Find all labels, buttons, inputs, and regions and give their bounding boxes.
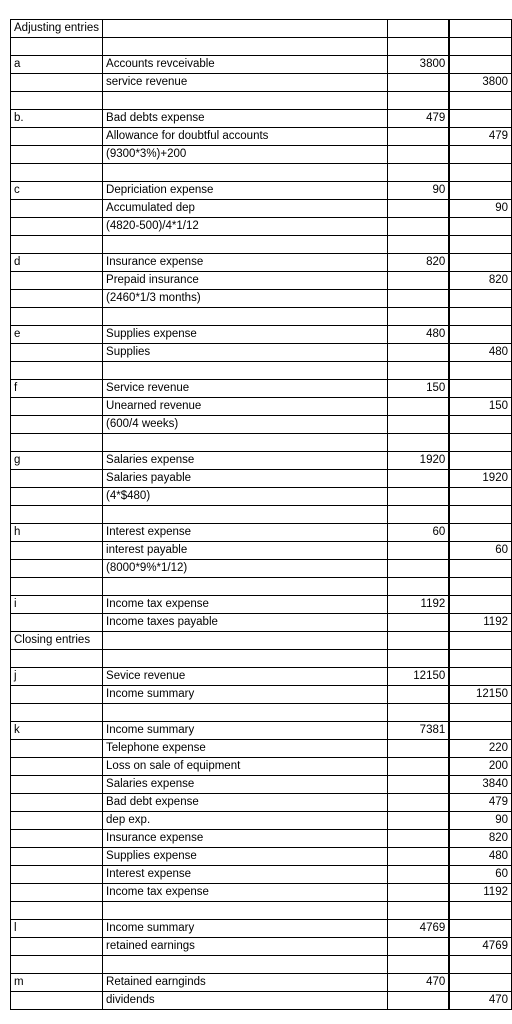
entry-label-cell[interactable] [11,812,103,830]
debit-cell[interactable] [387,308,449,326]
journal-line-row [11,182,512,200]
journal-line-row [11,686,512,704]
debit-amount-cell[interactable]: 60 [387,524,449,542]
credit-amount-cell[interactable] [450,452,512,470]
debit-amount-cell[interactable]: 1192 [387,596,449,614]
journal-line-row [11,812,512,830]
description-cell[interactable] [103,362,388,380]
account-description-cell[interactable]: Supplies expense [103,848,388,866]
journal-entries-table [10,19,512,1010]
journal-line-row [11,416,512,434]
spacer-row [11,362,512,380]
credit-amount-cell[interactable]: 480 [450,344,512,362]
section-title[interactable] [11,20,103,38]
description-cell[interactable] [103,20,388,38]
entry-label-cell[interactable] [11,506,103,524]
journal-line-row [11,254,512,272]
account-description-cell[interactable]: dep exp. [103,812,388,830]
entry-label-cell[interactable] [11,362,103,380]
debit-amount-cell[interactable]: 7381 [387,722,449,740]
debit-cell[interactable] [387,38,449,56]
credit-cell[interactable] [450,92,512,110]
credit-amount-cell[interactable] [450,380,512,398]
entry-label-cell[interactable]: c [11,182,103,200]
credit-cell[interactable] [450,236,512,254]
debit-amount-cell[interactable] [387,398,449,416]
account-description-cell[interactable]: Telephone expense [103,740,388,758]
account-description-cell[interactable]: Accounts revceivable [103,56,388,74]
debit-amount-cell[interactable]: 150 [387,380,449,398]
journal-line-row [11,992,512,1010]
account-description-cell[interactable]: Allowance for doubtful accounts [103,128,388,146]
entry-label-cell[interactable]: i [11,596,103,614]
debit-amount-cell[interactable] [387,74,449,92]
entry-label-cell[interactable]: h [11,524,103,542]
account-description-cell[interactable]: Salaries expense [103,776,388,794]
section-title-text: Adjusting entries [14,22,100,34]
journal-line-row [11,470,512,488]
credit-cell[interactable] [450,956,512,974]
entry-label-cell[interactable] [11,398,103,416]
spacer-row [11,650,512,668]
credit-amount-cell[interactable] [450,110,512,128]
account-description-cell[interactable]: Income tax expense [103,884,388,902]
entry-label-cell[interactable] [11,542,103,560]
entry-label-cell[interactable] [11,416,103,434]
account-description-cell[interactable]: Bad debts expense [103,110,388,128]
entry-label-cell[interactable] [11,992,103,1010]
spacer-row [11,902,512,920]
entry-label-cell[interactable] [11,902,103,920]
debit-amount-cell[interactable]: 12150 [387,668,449,686]
journal-line-row [11,830,512,848]
debit-amount-cell[interactable] [387,200,449,218]
entry-label-cell[interactable] [11,344,103,362]
account-description-cell[interactable]: Accumulated dep [103,200,388,218]
credit-cell[interactable] [450,164,512,182]
debit-amount-cell[interactable] [387,290,449,308]
account-description-cell[interactable]: Income summary [103,686,388,704]
journal-line-row [11,56,512,74]
account-description-cell[interactable]: Bad debt expense [103,794,388,812]
account-description-cell[interactable]: Income taxes payable [103,614,388,632]
debit-cell[interactable] [387,650,449,668]
credit-amount-cell[interactable]: 60 [450,542,512,560]
credit-amount-cell[interactable]: 4769 [450,938,512,956]
debit-cell[interactable] [387,578,449,596]
credit-amount-cell[interactable]: 12150 [450,686,512,704]
entry-label-cell[interactable] [11,758,103,776]
account-description-cell[interactable]: Salaries payable [103,470,388,488]
credit-cell[interactable] [450,704,512,722]
credit-amount-cell[interactable] [450,974,512,992]
account-description-cell[interactable]: Depriciation expense [103,182,388,200]
journal-line-row [11,614,512,632]
entry-label-cell[interactable] [11,578,103,596]
journal-line-row [11,128,512,146]
journal-line-row [11,326,512,344]
entry-label-cell[interactable]: a [11,56,103,74]
journal-line-row [11,110,512,128]
account-description-cell[interactable]: Prepaid insurance [103,272,388,290]
description-cell[interactable] [103,632,388,650]
credit-amount-cell[interactable]: 60 [450,866,512,884]
debit-amount-cell[interactable] [387,614,449,632]
entry-label-cell[interactable] [11,848,103,866]
entry-label-cell[interactable] [11,74,103,92]
entry-label-cell[interactable] [11,650,103,668]
description-cell[interactable] [103,92,388,110]
credit-amount-cell[interactable]: 3800 [450,74,512,92]
account-description-cell[interactable]: Salaries expense [103,452,388,470]
credit-amount-cell[interactable] [450,560,512,578]
credit-amount-cell[interactable] [450,524,512,542]
account-description-cell[interactable]: (4*$480) [103,488,388,506]
debit-cell[interactable] [387,164,449,182]
description-cell[interactable] [103,956,388,974]
entry-label-cell[interactable]: f [11,380,103,398]
section-title[interactable] [11,632,103,650]
account-description-cell[interactable]: (4820-500)/4*1/12 [103,218,388,236]
journal-line-row [11,542,512,560]
debit-amount-cell[interactable]: 4769 [387,920,449,938]
journal-line-row [11,974,512,992]
credit-amount-cell[interactable]: 470 [450,992,512,1010]
credit-amount-cell[interactable]: 1192 [450,614,512,632]
account-description-cell[interactable]: Interest expense [103,524,388,542]
journal-line-row [11,866,512,884]
journal-line-row [11,452,512,470]
entry-label-cell[interactable] [11,956,103,974]
journal-line-row [11,344,512,362]
account-description-cell[interactable]: Loss on sale of equipment [103,758,388,776]
spacer-row [11,956,512,974]
journal-line-row [11,668,512,686]
journal-line-row [11,920,512,938]
entry-label-cell[interactable] [11,488,103,506]
credit-amount-cell[interactable] [450,326,512,344]
debit-amount-cell[interactable] [387,866,449,884]
description-cell[interactable] [103,434,388,452]
debit-amount-cell[interactable] [387,884,449,902]
description-cell[interactable] [103,902,388,920]
entry-label-cell[interactable] [11,776,103,794]
debit-amount-cell[interactable]: 90 [387,182,449,200]
entry-label-cell[interactable] [11,434,103,452]
debit-amount-cell[interactable] [387,830,449,848]
account-description-cell[interactable]: (8000*9%*1/12) [103,560,388,578]
journal-line-row [11,290,512,308]
debit-cell[interactable] [387,434,449,452]
account-description-cell[interactable]: Interest expense [103,866,388,884]
entry-label-cell[interactable] [11,290,103,308]
description-cell[interactable] [103,650,388,668]
credit-cell[interactable] [450,650,512,668]
account-description-cell[interactable]: Insurance expense [103,830,388,848]
debit-amount-cell[interactable] [387,992,449,1010]
debit-amount-cell[interactable] [387,740,449,758]
debit-amount-cell[interactable] [387,686,449,704]
account-description-cell[interactable]: (2460*1/3 months) [103,290,388,308]
entry-label-cell[interactable]: d [11,254,103,272]
entry-label-cell[interactable] [11,866,103,884]
account-description-cell[interactable]: Sevice revenue [103,668,388,686]
entry-label-cell[interactable] [11,128,103,146]
debit-amount-cell[interactable] [387,128,449,146]
entry-label-cell[interactable] [11,308,103,326]
spacer-row [11,164,512,182]
credit-cell[interactable] [450,578,512,596]
credit-cell[interactable] [450,506,512,524]
account-description-cell[interactable]: (600/4 weeks) [103,416,388,434]
account-description-cell[interactable]: dividends [103,992,388,1010]
journal-line-row [11,794,512,812]
credit-amount-cell[interactable]: 1192 [450,884,512,902]
journal-line-row [11,722,512,740]
credit-amount-cell[interactable] [450,416,512,434]
entry-label-cell[interactable] [11,218,103,236]
debit-amount-cell[interactable]: 820 [387,254,449,272]
entry-label-cell[interactable]: b. [11,110,103,128]
debit-cell[interactable] [387,704,449,722]
spacer-row [11,506,512,524]
journal-line-row [11,398,512,416]
account-description-cell[interactable]: Income summary [103,920,388,938]
debit-cell[interactable] [387,20,449,38]
credit-amount-cell[interactable]: 479 [450,794,512,812]
credit-amount-cell[interactable] [450,596,512,614]
account-description-cell[interactable]: Supplies expense [103,326,388,344]
entry-label-cell[interactable] [11,92,103,110]
debit-amount-cell[interactable]: 479 [387,110,449,128]
debit-cell[interactable] [387,956,449,974]
account-description-cell[interactable]: Income summary [103,722,388,740]
description-cell[interactable] [103,506,388,524]
entry-label-cell[interactable] [11,164,103,182]
credit-amount-cell[interactable]: 480 [450,848,512,866]
credit-amount-cell[interactable]: 3840 [450,776,512,794]
entry-label-cell[interactable] [11,236,103,254]
debit-cell[interactable] [387,632,449,650]
journal-line-row [11,848,512,866]
debit-amount-cell[interactable]: 470 [387,974,449,992]
account-description-cell[interactable]: Supplies [103,344,388,362]
section-header-row [11,20,512,38]
spacer-row [11,578,512,596]
credit-amount-cell[interactable] [450,56,512,74]
journal-line-row [11,272,512,290]
description-cell[interactable] [103,704,388,722]
journal-line-row [11,200,512,218]
entry-label-cell[interactable] [11,938,103,956]
spacer-row [11,308,512,326]
credit-amount-cell[interactable]: 1920 [450,470,512,488]
entry-label-cell[interactable] [11,794,103,812]
credit-amount-cell[interactable]: 90 [450,200,512,218]
credit-amount-cell[interactable] [450,488,512,506]
entry-label-cell[interactable] [11,614,103,632]
credit-cell[interactable] [450,632,512,650]
journal-line-row [11,560,512,578]
journal-line-row [11,596,512,614]
debit-amount-cell[interactable] [387,218,449,236]
credit-cell[interactable] [450,308,512,326]
entry-label-cell[interactable] [11,560,103,578]
account-description-cell[interactable]: interest payable [103,542,388,560]
entry-label-cell[interactable] [11,884,103,902]
debit-cell[interactable] [387,236,449,254]
entry-label-cell[interactable] [11,830,103,848]
account-description-cell[interactable]: Service revenue [103,380,388,398]
entry-label-cell[interactable] [11,740,103,758]
credit-amount-cell[interactable]: 220 [450,740,512,758]
debit-cell[interactable] [387,362,449,380]
debit-amount-cell[interactable] [387,416,449,434]
journal-line-row [11,380,512,398]
section-header-row [11,632,512,650]
credit-amount-cell[interactable] [450,218,512,236]
spacer-row [11,704,512,722]
spacer-row [11,38,512,56]
credit-amount-cell[interactable]: 820 [450,272,512,290]
journal-line-row [11,758,512,776]
credit-amount-cell[interactable]: 479 [450,128,512,146]
journal-line-row [11,74,512,92]
journal-line-row [11,776,512,794]
debit-amount-cell[interactable] [387,272,449,290]
entry-label-cell[interactable] [11,686,103,704]
journal-line-row [11,740,512,758]
credit-amount-cell[interactable] [450,668,512,686]
credit-amount-cell[interactable]: 200 [450,758,512,776]
credit-amount-cell[interactable] [450,146,512,164]
account-description-cell[interactable]: Income tax expense [103,596,388,614]
section-title-text: Closing entries [14,634,91,646]
entry-label-cell[interactable]: j [11,668,103,686]
entry-label-cell[interactable] [11,146,103,164]
credit-amount-cell[interactable]: 150 [450,398,512,416]
credit-amount-cell[interactable] [450,254,512,272]
description-cell[interactable] [103,578,388,596]
entry-label-cell[interactable] [11,200,103,218]
journal-line-row [11,524,512,542]
credit-amount-cell[interactable] [450,182,512,200]
debit-amount-cell[interactable] [387,812,449,830]
description-cell[interactable] [103,38,388,56]
entry-label-cell[interactable] [11,38,103,56]
entry-label-cell[interactable] [11,704,103,722]
entry-label-cell[interactable]: k [11,722,103,740]
debit-cell[interactable] [387,902,449,920]
credit-amount-cell[interactable] [450,920,512,938]
entry-label-cell[interactable]: g [11,452,103,470]
credit-amount-cell[interactable]: 820 [450,830,512,848]
description-cell[interactable] [103,308,388,326]
credit-amount-cell[interactable]: 90 [450,812,512,830]
credit-amount-cell[interactable] [450,722,512,740]
description-cell[interactable] [103,236,388,254]
journal-line-row [11,146,512,164]
debit-amount-cell[interactable] [387,488,449,506]
account-description-cell[interactable]: (9300*3%)+200 [103,146,388,164]
debit-amount-cell[interactable] [387,848,449,866]
debit-cell[interactable] [387,92,449,110]
credit-cell[interactable] [450,902,512,920]
debit-amount-cell[interactable] [387,776,449,794]
journal-line-row [11,884,512,902]
description-cell[interactable] [103,164,388,182]
account-description-cell[interactable]: Unearned revenue [103,398,388,416]
debit-amount-cell[interactable] [387,938,449,956]
debit-amount-cell[interactable] [387,344,449,362]
debit-amount-cell[interactable]: 3800 [387,56,449,74]
spacer-row [11,236,512,254]
journal-line-row [11,218,512,236]
entry-label-cell[interactable]: l [11,920,103,938]
account-description-cell[interactable]: Retained earnginds [103,974,388,992]
spacer-row [11,92,512,110]
account-description-cell[interactable]: service revenue [103,74,388,92]
debit-amount-cell[interactable] [387,542,449,560]
debit-amount-cell[interactable] [387,146,449,164]
credit-cell[interactable] [450,20,512,38]
debit-amount-cell[interactable]: 480 [387,326,449,344]
entry-label-cell[interactable] [11,272,103,290]
spacer-row [11,434,512,452]
credit-cell[interactable] [450,38,512,56]
account-description-cell[interactable]: Insurance expense [103,254,388,272]
entry-label-cell[interactable] [11,470,103,488]
entry-label-cell[interactable]: m [11,974,103,992]
entry-label-cell[interactable]: e [11,326,103,344]
debit-amount-cell[interactable] [387,560,449,578]
credit-cell[interactable] [450,362,512,380]
debit-amount-cell[interactable] [387,794,449,812]
journal-line-row [11,938,512,956]
account-description-cell[interactable]: retained earnings [103,938,388,956]
debit-amount-cell[interactable]: 1920 [387,452,449,470]
journal-entries-body [11,20,512,1010]
journal-line-row [11,488,512,506]
credit-cell[interactable] [450,434,512,452]
credit-amount-cell[interactable] [450,290,512,308]
debit-amount-cell[interactable] [387,758,449,776]
debit-amount-cell[interactable] [387,470,449,488]
debit-cell[interactable] [387,506,449,524]
